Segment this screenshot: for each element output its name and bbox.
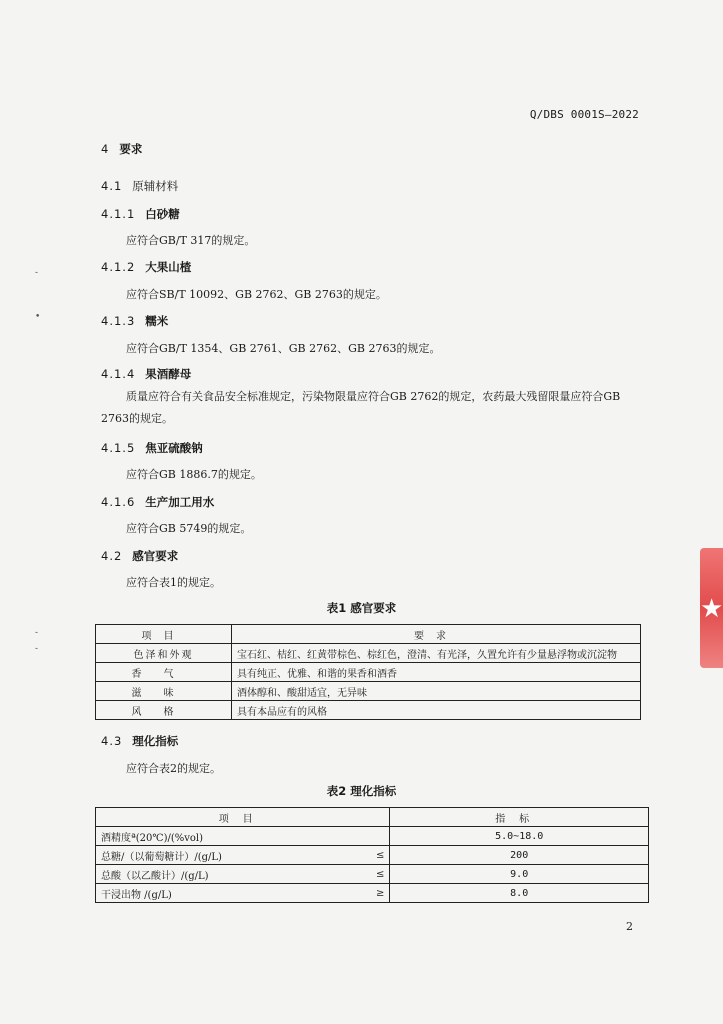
header-item: 项目 <box>96 625 232 644</box>
row-requirement: 具有本品应有的风格 <box>232 701 641 720</box>
row-item: 总酸（以乙酸计）/(g/L) <box>96 865 372 884</box>
row-value: 9.0 <box>390 865 649 884</box>
section-4 <box>101 141 142 157</box>
seal-star-icon: ★ <box>700 594 723 624</box>
physicochemical-table <box>95 807 649 903</box>
section-title: 感官要求 <box>132 549 179 563</box>
table-row <box>96 663 641 682</box>
scan-mark: - <box>35 644 39 654</box>
row-item: 色泽和外观 <box>96 644 232 663</box>
table1-caption: 表1 感官要求 <box>326 601 397 615</box>
row-value: 5.0~18.0 <box>390 827 649 846</box>
section-title: 理化指标 <box>132 734 179 748</box>
section-number: 4 <box>101 142 110 156</box>
table-row <box>96 701 641 720</box>
row-item: 香气 <box>96 663 232 682</box>
header-requirement: 要求 <box>232 625 641 644</box>
section-4-1-5-text: 应符合GB 1886.7的规定。 <box>126 468 262 481</box>
section-4-1-5 <box>101 440 203 456</box>
section-4-1-2 <box>101 259 191 275</box>
table-row <box>96 644 641 663</box>
row-value: 200 <box>390 846 649 865</box>
section-number: 4.1.3 <box>101 314 136 328</box>
section-4-2-text: 应符合表1的规定。 <box>126 576 221 589</box>
section-number: 4.1.4 <box>101 367 136 381</box>
scan-mark: • <box>35 312 41 322</box>
table-row <box>96 827 649 846</box>
scan-mark: - <box>35 628 39 638</box>
row-requirement: 酒体醇和、酸甜适宜，无异味 <box>232 682 641 701</box>
section-4-1-6-text: 应符合GB 5749的规定。 <box>126 522 252 535</box>
section-title: 焦亚硫酸钠 <box>145 441 203 455</box>
section-title: 生产加工用水 <box>145 495 215 509</box>
sensory-requirements-table <box>95 624 641 720</box>
section-4-3 <box>101 733 178 749</box>
row-symbol: ≤ <box>371 865 390 884</box>
scan-mark: - <box>35 268 39 278</box>
page-number: 2 <box>626 920 633 933</box>
row-symbol: ≤ <box>371 846 390 865</box>
section-title: 白砂糖 <box>145 207 180 221</box>
row-item: 风格 <box>96 701 232 720</box>
section-4-3-text: 应符合表2的规定。 <box>126 762 221 775</box>
row-value: 8.0 <box>390 884 649 903</box>
table-row <box>96 846 649 865</box>
table-row <box>96 865 649 884</box>
section-4-1-2-text: 应符合SB/T 10092、GB 2762、GB 2763的规定。 <box>126 288 387 301</box>
section-number: 4.2 <box>101 549 123 563</box>
section-4-1-3-text: 应符合GB/T 1354、GB 2761、GB 2762、GB 2763的规定。 <box>126 342 441 355</box>
section-number: 4.1.1 <box>101 207 136 221</box>
table-row <box>96 884 649 903</box>
section-4-2 <box>101 548 178 564</box>
standard-code: Q/DBS 0001S—2022 <box>529 108 639 121</box>
row-symbol <box>371 827 390 846</box>
table-row <box>96 682 641 701</box>
section-title: 要求 <box>119 142 143 156</box>
section-number: 4.1.5 <box>101 441 136 455</box>
table-header-row <box>96 625 641 644</box>
header-value: 指标 <box>390 808 649 827</box>
section-number: 4.1.2 <box>101 260 136 274</box>
row-requirement: 宝石红、桔红、红黄带棕色、棕红色，澄清、有光泽，久置允许有少量悬浮物或沉淀物 <box>232 644 641 663</box>
row-item: 酒精度ª(20℃)/(%vol) <box>96 827 372 846</box>
section-4-1-1 <box>101 206 180 222</box>
row-item: 滋味 <box>96 682 232 701</box>
section-number: 4.1.6 <box>101 495 136 509</box>
section-number: 4.3 <box>101 734 123 748</box>
section-4-1-4 <box>101 366 191 382</box>
section-number: 4.1 <box>101 179 123 193</box>
section-4-1-1-text: 应符合GB/T 317的规定。 <box>126 234 256 247</box>
table-header-row <box>96 808 649 827</box>
section-4-1-6 <box>101 494 214 510</box>
row-item: 总糖/（以葡萄糖计）/(g/L) <box>96 846 372 865</box>
row-symbol: ≥ <box>371 884 390 903</box>
section-title: 糯米 <box>145 314 169 328</box>
section-4-1-4-text: 质量应符合有关食品安全标准规定，污染物限量应符合GB 2762的规定，农药最大残留限量应符合GB 2763的规定。 <box>101 390 621 425</box>
section-4-1 <box>101 178 178 194</box>
table2-caption: 表2 理化指标 <box>326 784 397 798</box>
section-title: 果酒酵母 <box>145 367 192 381</box>
row-item: 干浸出物 /(g/L) <box>96 884 372 903</box>
row-requirement: 具有纯正、优雅、和谐的果香和酒香 <box>232 663 641 682</box>
section-title: 大果山楂 <box>145 260 192 274</box>
header-item: 项目 <box>96 808 390 827</box>
section-4-1-3 <box>101 313 168 329</box>
section-title: 原辅材料 <box>132 179 179 193</box>
